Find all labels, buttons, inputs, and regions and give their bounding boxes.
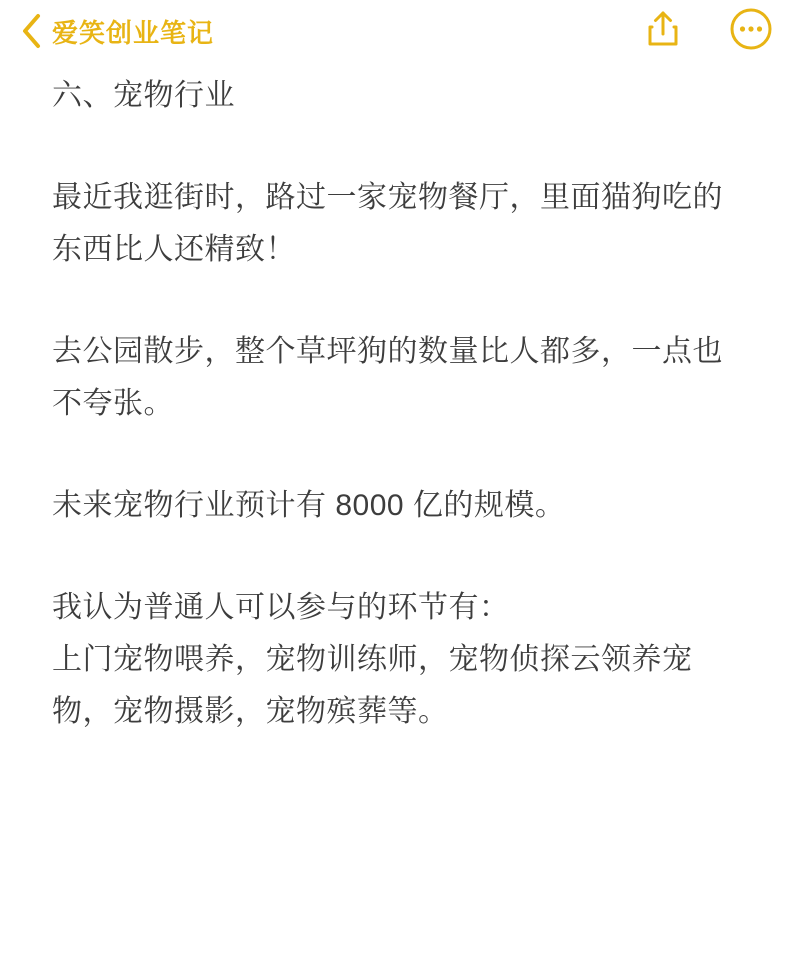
- more-options-button[interactable]: [728, 8, 774, 54]
- page-title: 爱笑创业笔记: [52, 17, 215, 48]
- paragraph-spacer: [52, 276, 748, 326]
- article-paragraph-3: 未来宠物行业预计有 8000 亿的规模。: [52, 489, 566, 522]
- paragraph-spacer: [52, 532, 748, 582]
- share-button[interactable]: [640, 8, 686, 54]
- back-button[interactable]: [14, 10, 48, 52]
- article-paragraph-1: 最近我逛街时，路过一家宠物餐厅，里面猫狗吃的东西比人还精致！: [52, 181, 723, 266]
- chevron-left-icon: [19, 13, 43, 49]
- more-horizontal-icon: [730, 8, 772, 55]
- article-paragraph-2: 去公园散步，整个草坪狗的数量比人都多，一点也不夸张。: [52, 335, 723, 420]
- article-paragraph-5: 上门宠物喂养，宠物训练师，宠物侦探云领养宠物，宠物摄影，宠物殡葬等。: [52, 643, 693, 728]
- paragraph-spacer: [52, 122, 748, 172]
- article-heading: 六、宠物行业: [52, 79, 235, 112]
- app-header: [0, 0, 800, 62]
- paragraph-spacer: [52, 430, 748, 480]
- article-paragraph-4: 我认为普通人可以参与的环节有：: [52, 591, 510, 624]
- article-body: [0, 70, 800, 738]
- share-icon: [646, 10, 680, 53]
